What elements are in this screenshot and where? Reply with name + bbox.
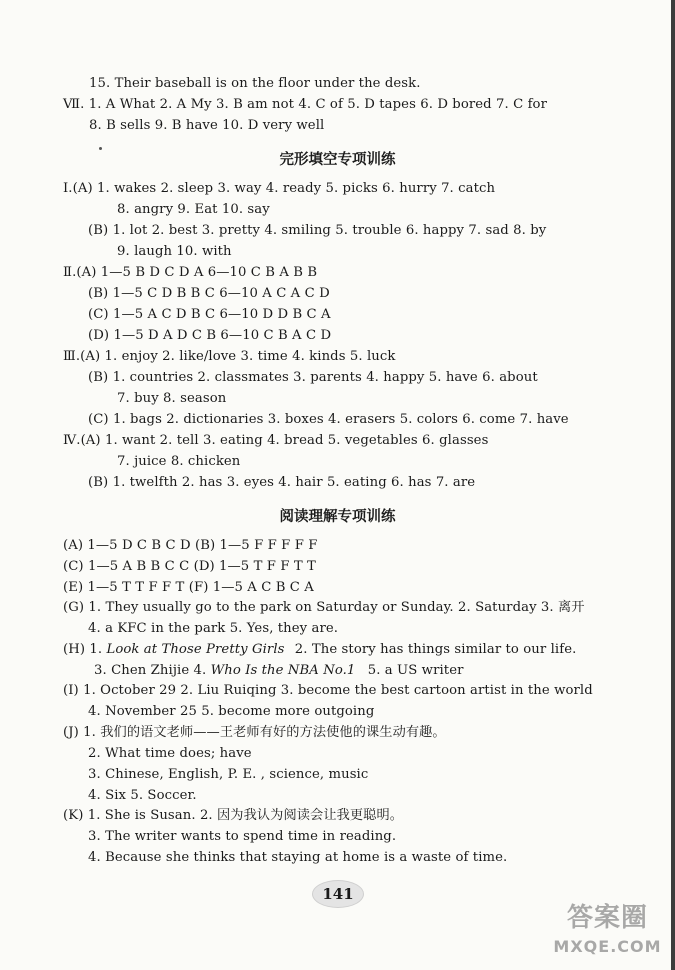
text-line: 4. November 25 5. become more outgoing [88, 704, 375, 719]
text-line [94, 662, 464, 680]
text-line: (C) 1. bags 2. dictionaries 3. boxes 4. erasers 5. colors 6. come 7. have [88, 412, 569, 427]
page-number: 141 [312, 880, 364, 908]
answer-text: 5. a US writer [367, 663, 464, 678]
text-line: (G) 1. They usually go to the park on Saturday or Sunday. 2. Saturday 3. 离开 [63, 600, 585, 615]
text-line: (B) 1—5 C D B B C 6—10 A C A C D [88, 286, 330, 301]
section-title-cloze: 完形填空专项训练 [279, 152, 396, 168]
text-line: 8. B sells 9. B have 10. D very well [89, 118, 325, 133]
section-title-reading: 阅读理解专项训练 [279, 509, 396, 525]
text-line: Ⅲ.(A) 1. enjoy 2. like/love 3. time 4. kinds 5. luck [63, 349, 396, 364]
text-line: (K) 1. She is Susan. 2. 因为我认为阅读会让我更聪明。 [63, 808, 404, 823]
text-line: 4. Because she thinks that staying at home is a waste of time. [88, 850, 508, 865]
text-line: 2. What time does; have [88, 746, 252, 761]
watermark-text: 答案圈 [566, 903, 648, 933]
text-line: 9. laugh 10. with [117, 244, 232, 259]
text-line [63, 641, 576, 659]
text-line: (E) 1—5 T T F F T (F) 1—5 A C B C A [63, 580, 314, 595]
text-line: 15. Their baseball is on the floor under the desk. [89, 76, 421, 91]
text-line: 4. Six 5. Soccer. [88, 788, 197, 803]
text-line: 7. juice 8. chicken [117, 454, 241, 469]
text-line: (I) 1. October 29 2. Liu Ruiqing 3. become the best cartoon artist in the world [63, 683, 593, 698]
book-title: Who Is the NBA No.1 [210, 663, 356, 678]
text-line: (A) 1—5 D C B C D (B) 1—5 F F F F F [63, 538, 318, 553]
text-line: (C) 1—5 A B B C C (D) 1—5 T F F T T [63, 559, 316, 574]
text-line: 3. The writer wants to spend time in reading. [88, 829, 397, 844]
book-title: Look at Those Pretty Girls [106, 642, 285, 657]
text-line: (B) 1. countries 2. classmates 3. parents 4. happy 5. have 6. about [88, 370, 538, 385]
page-edge-shadow [671, 0, 675, 970]
text-line: Ⅱ.(A) 1—5 B D C D A 6—10 C B A B B [63, 265, 318, 280]
text-line: (C) 1—5 A C D B C 6—10 D D B C A [88, 307, 331, 322]
text-line: Ⅰ.(A) 1. wakes 2. sleep 3. way 4. ready 5. picks 6. hurry 7. catch [63, 181, 496, 196]
answer-text: 2. The story has things similar to our life. [294, 642, 577, 657]
watermark-logo [545, 900, 670, 968]
text-line: 7. buy 8. season [117, 391, 227, 406]
text-line: Ⅳ.(A) 1. want 2. tell 3. eating 4. bread 5. vegetables 6. glasses [63, 433, 489, 448]
text-line: Ⅶ. 1. A What 2. A My 3. B am not 4. C of 5. D tapes 6. D bored 7. C for [63, 97, 547, 112]
text-line: 8. angry 9. Eat 10. say [117, 202, 270, 217]
text-line: (B) 1. twelfth 2. has 3. eyes 4. hair 5. eating 6. has 7. are [88, 475, 476, 490]
watermark-url: MXQE.COM [553, 937, 662, 956]
text-line: 3. Chinese, English, P. E. , science, music [88, 767, 369, 782]
text-line: (D) 1—5 D A D C B 6—10 C B A C D [88, 328, 332, 343]
answer-label: 3. Chen Zhijie 4. [94, 663, 207, 678]
text-line: 4. a KFC in the park 5. Yes, they are. [88, 621, 339, 636]
text-line: (J) 1. 我们的语文老师——王老师有好的方法使他的课生动有趣。 [63, 725, 446, 740]
answer-label: (H) 1. [63, 642, 103, 657]
text-line: (B) 1. lot 2. best 3. pretty 4. smiling 5. trouble 6. happy 7. sad 8. by [88, 223, 547, 238]
